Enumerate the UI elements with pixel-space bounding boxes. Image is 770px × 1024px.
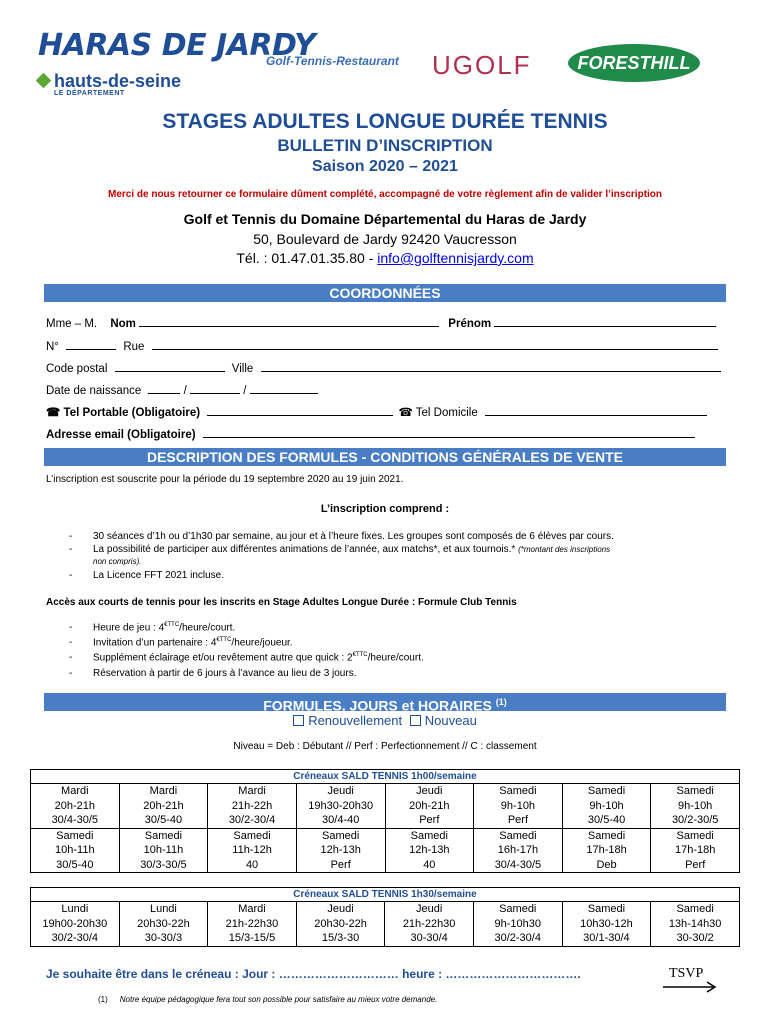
schedule-level: 30/5-40 (587, 814, 626, 826)
date-sep: / (183, 385, 187, 397)
haras-logo-text: HARAS DE JARDY (38, 28, 316, 63)
section-coordonnees: COORDONNÉES (44, 284, 726, 302)
organisation: Golf et Tennis du Domaine Départemental du Haras de Jardy (183, 211, 587, 227)
schedule-day: Jeudi (327, 903, 354, 915)
schedule-time: 21h-22h30 (402, 917, 456, 930)
birthdate-label: Date de naissance (46, 385, 142, 397)
schedule-level: 30/5-40 (144, 814, 183, 826)
birth-month-field[interactable] (190, 383, 240, 394)
schedule-cell (385, 784, 474, 829)
schedule-cell (474, 784, 563, 829)
niveau-legend: Niveau = Deb : Débutant // Perf : Perfectionnement // C : classement (233, 741, 537, 752)
schedule-cell (562, 902, 651, 947)
schedule-time: 21h-22h30 (225, 917, 279, 930)
schedule-level: 30/3-30/5 (140, 858, 187, 871)
list-item: - Réservation à partir de 6 jours à l’avance au lieu de 3 jours. (69, 668, 357, 679)
schedule-level: Deb (596, 858, 617, 871)
number-label: N° (46, 341, 59, 353)
haras-logo-subtitle: Golf-Tennis-Restaurant (266, 54, 399, 68)
schedule-day: Samedi (676, 785, 714, 797)
rue-label: Rue (123, 341, 145, 353)
schedule-day: Samedi (676, 829, 714, 842)
schedule-day: Samedi (499, 829, 537, 842)
schedule-cell (385, 902, 474, 947)
section-formules: FORMULES, JOURS et HORAIRES $^{(1)}$ (44, 693, 726, 711)
schedule-cell (473, 902, 562, 947)
email-label: Adresse email (Obligatoire) (46, 429, 196, 441)
schedule-time: 9h-10h (678, 799, 713, 812)
contact-line (0, 250, 770, 266)
schedule-day: Samedi (322, 829, 360, 842)
email-link[interactable]: info@golftennisjardy.com (377, 250, 534, 266)
schedule-time: 20h30-22h (314, 917, 367, 930)
schedule-cell (31, 902, 120, 947)
prenom-field[interactable] (494, 316, 716, 327)
city-line (46, 361, 721, 375)
schedule-cell (385, 828, 474, 873)
renouvellement-label: Renouvellement (308, 713, 403, 728)
schedule-time: 20h-21h (143, 799, 184, 812)
schedule-cell (562, 784, 651, 829)
schedule-time: 16h-17h (497, 844, 539, 856)
schedule-level: 30/2-30/4 (228, 814, 276, 826)
hauts-de-seine-sub: LE DÉPARTEMENT (54, 90, 125, 97)
schedule-level: Perf (419, 814, 440, 826)
nouveau-label: Nouveau (424, 713, 477, 728)
schedule-cell (119, 784, 208, 829)
schedule-cell (296, 784, 385, 829)
schedule-time: 9h-10h30 (494, 917, 541, 930)
schedule-day: Samedi (587, 785, 626, 797)
schedule-cell (31, 828, 120, 873)
schedule-level: Perf (507, 814, 529, 826)
schedule-time: 10h30-12h (580, 917, 633, 930)
list-item: - La Licence FFT 2021 incluse. (69, 570, 225, 581)
table-title: Créneaux SALD TENNIS 1h30/semaine (31, 888, 740, 902)
prenom-label: Prénom (448, 318, 492, 330)
schedule-time: 10h-11h (143, 844, 184, 856)
season: Saison 2020 – 2021 (312, 158, 458, 175)
nom-label: Nom (110, 318, 136, 330)
schedule-time: 20h30-22h (137, 917, 190, 930)
table-title: Créneaux SALD TENNIS 1h00/semaine (31, 770, 740, 784)
email-line (46, 427, 695, 441)
schedule-level: 30/2-30/4 (494, 932, 541, 944)
civility-label: Mme – M. (46, 318, 98, 330)
tsvp-label: TSVP (669, 966, 704, 981)
schedule-day: Mardi (238, 903, 266, 915)
schedule-level: 40 (245, 858, 259, 871)
schedule-time: 21h-22h (231, 799, 273, 812)
souhait-line[interactable]: Je souhaite être dans le créneau : Jour : ………………………… heure : ……………………………. (46, 967, 581, 981)
tsvp (669, 966, 703, 982)
schedule-time: 17h-18h (586, 844, 627, 856)
hauts-de-seine-logo (38, 72, 181, 97)
schedule-level: 30-30/2 (676, 932, 714, 944)
list-item: - Supplément éclairage et/ou revêtement autre que quick : $2^{€TTC}/heure$/court. (69, 652, 424, 664)
page-subtitle: BULLETIN D’INSCRIPTION (277, 136, 493, 155)
schedule-cell (651, 784, 740, 829)
schedule-level: 30/1-30/4 (583, 932, 630, 944)
mobile-phone-label: ☎ Tel Portable (Obligatoire) (46, 407, 201, 419)
schedule-level: 30/4-40 (322, 814, 360, 826)
schedule-level: 30-30/4 (410, 932, 448, 944)
ville-label: Ville (231, 363, 254, 375)
schedule-day: Mardi (238, 785, 266, 797)
nouveau-checkbox[interactable] (410, 715, 421, 726)
schedule-time: 17h-18h (675, 844, 716, 856)
ugolf-logo: UGOLF (432, 50, 532, 80)
mobile-phone-field[interactable] (207, 405, 393, 416)
arrow-right-icon (661, 980, 721, 994)
schedule-time: 20h-21h (409, 799, 450, 812)
comprend-heading: L’inscription comprend : (320, 503, 450, 515)
schedule-level: 40 (423, 858, 436, 871)
list-item: - 30 séances d’1h ou d’1h30 par semaine, au jour et à l’heure fixes. Les groupes sont composés de 6 élèves par cours. (69, 531, 614, 542)
schedule-table-1h (30, 769, 740, 873)
number-field[interactable] (66, 339, 116, 350)
acces-heading: Accès aux courts de tennis pour les inscrits en Stage Adultes Longue Durée : Formule Club Tennis (46, 597, 517, 608)
schedule-day: Samedi (676, 903, 714, 915)
schedule-cell (651, 902, 740, 947)
schedule-time: 19h30-20h30 (308, 799, 374, 812)
schedule-level: 30/4-30/5 (51, 814, 99, 826)
schedule-level: 15/3-15/5 (228, 932, 276, 944)
schedule-time: 9h-10h (589, 799, 624, 812)
schedule-level: 30-30/3 (144, 932, 183, 944)
schedule-level: Perf (330, 858, 351, 871)
schedule-cell (119, 902, 208, 947)
schedule-day: Samedi (587, 903, 626, 915)
schedule-cell (119, 828, 208, 873)
schedule-time: 19h00-20h30 (42, 917, 108, 930)
schedule-time: 13h-14h30 (668, 917, 722, 930)
schedule-day: Samedi (587, 829, 626, 842)
footnote: (1) Notre équipe pédagogique fera tout son possible pour satisfaire au mieux votre demande. (98, 995, 438, 1004)
postal-code-field[interactable] (115, 361, 225, 372)
rue-field[interactable] (152, 339, 718, 350)
schedule-time: 9h-10h (500, 799, 536, 812)
schedule-day: Samedi (233, 829, 271, 842)
schedule-time: 12h-13h (320, 844, 361, 856)
list-item: - La possibilité de participer aux différentes animations de l’année, aux matchs*, et aux tournois.* (*montant des inscriptions (69, 544, 611, 555)
schedule-day: Mardi (149, 785, 178, 797)
hauts-de-seine-name: hauts-de-seine (38, 72, 181, 90)
schedule-time: 11h-12h (232, 844, 272, 856)
schedule-cell (474, 828, 563, 873)
schedule-cell (296, 902, 385, 947)
schedule-cell (208, 828, 297, 873)
choice-line (0, 713, 770, 728)
date-sep: / (243, 385, 247, 397)
page-title: STAGES ADULTES LONGUE DURÉE TENNIS (162, 110, 608, 133)
ville-field[interactable] (261, 361, 721, 372)
schedule-level: Perf (685, 858, 706, 871)
schedule-cell (208, 784, 297, 829)
list-item: - Invitation d’un partenaire : $4^{€TTC}/heure$/joueur. (69, 637, 293, 649)
schedule-time: 20h-21h (54, 799, 95, 812)
name-line (46, 316, 716, 330)
notice: Merci de nous retourner ce formulaire dûment complété, accompagné de votre règlement afin de valider l’inscription (107, 189, 663, 200)
phone: Tél. : 01.47.01.35.80 - (236, 250, 378, 266)
nom-field[interactable] (139, 316, 439, 327)
home-phone-field[interactable] (485, 405, 707, 416)
schedule-day: Samedi (499, 903, 537, 915)
postal-code-label: Code postal (46, 363, 108, 375)
list-item-cont: non compris). (93, 557, 142, 566)
schedule-day: Samedi (56, 829, 94, 842)
schedule-level: 30/2-30/4 (51, 932, 99, 944)
schedule-day: Jeudi (415, 903, 443, 915)
street-line (46, 339, 718, 353)
birthdate-line (46, 383, 318, 397)
schedule-day: Jeudi (327, 785, 354, 797)
schedule-day: Samedi (410, 829, 448, 842)
schedule-time: 12h-13h (409, 844, 450, 856)
renouvellement-checkbox[interactable] (293, 715, 304, 726)
schedule-day: Samedi (499, 785, 537, 797)
schedule-cell (651, 828, 740, 873)
schedule-day: Jeudi (416, 785, 443, 797)
schedule-level: 30/2-30/5 (671, 814, 719, 826)
schedule-day: Samedi (144, 829, 183, 842)
birth-day-field[interactable] (148, 383, 180, 394)
haras-logo (38, 28, 399, 68)
address: 50, Boulevard de Jardy 92420 Vaucresson (253, 231, 517, 247)
section-description: DESCRIPTION DES FORMULES - CONDITIONS GÉNÉRALES DE VENTE (44, 448, 726, 466)
schedule-level: 30/4-30/5 (494, 858, 542, 871)
foresthill-logo: FORESTHILL (568, 44, 700, 82)
list-item: - Heure de jeu : $4^{€TTC}/heure$/court. (69, 622, 236, 634)
schedule-level: 15/3-30 (321, 932, 360, 944)
schedule-level: 30/5-40 (56, 858, 94, 871)
schedule-cell (31, 784, 120, 829)
schedule-day: Mardi (61, 785, 89, 797)
schedule-day: Lundi (149, 903, 177, 915)
phone-line (46, 405, 707, 419)
schedule-table-1h30 (30, 887, 740, 947)
schedule-cell (562, 828, 651, 873)
schedule-cell (296, 828, 385, 873)
schedule-time: 10h-11h (55, 844, 95, 856)
email-field[interactable] (203, 427, 695, 438)
schedule-cell (208, 902, 297, 947)
periode-text: L’inscription est souscrite pour la période du 19 septembre 2020 au 19 juin 2021. (46, 474, 404, 485)
home-phone-label: ☎ Tel Domicile (398, 407, 478, 419)
note-text: (*montant des inscriptions (518, 545, 611, 554)
schedule-day: Lundi (61, 903, 89, 915)
birth-year-field[interactable] (250, 383, 318, 394)
